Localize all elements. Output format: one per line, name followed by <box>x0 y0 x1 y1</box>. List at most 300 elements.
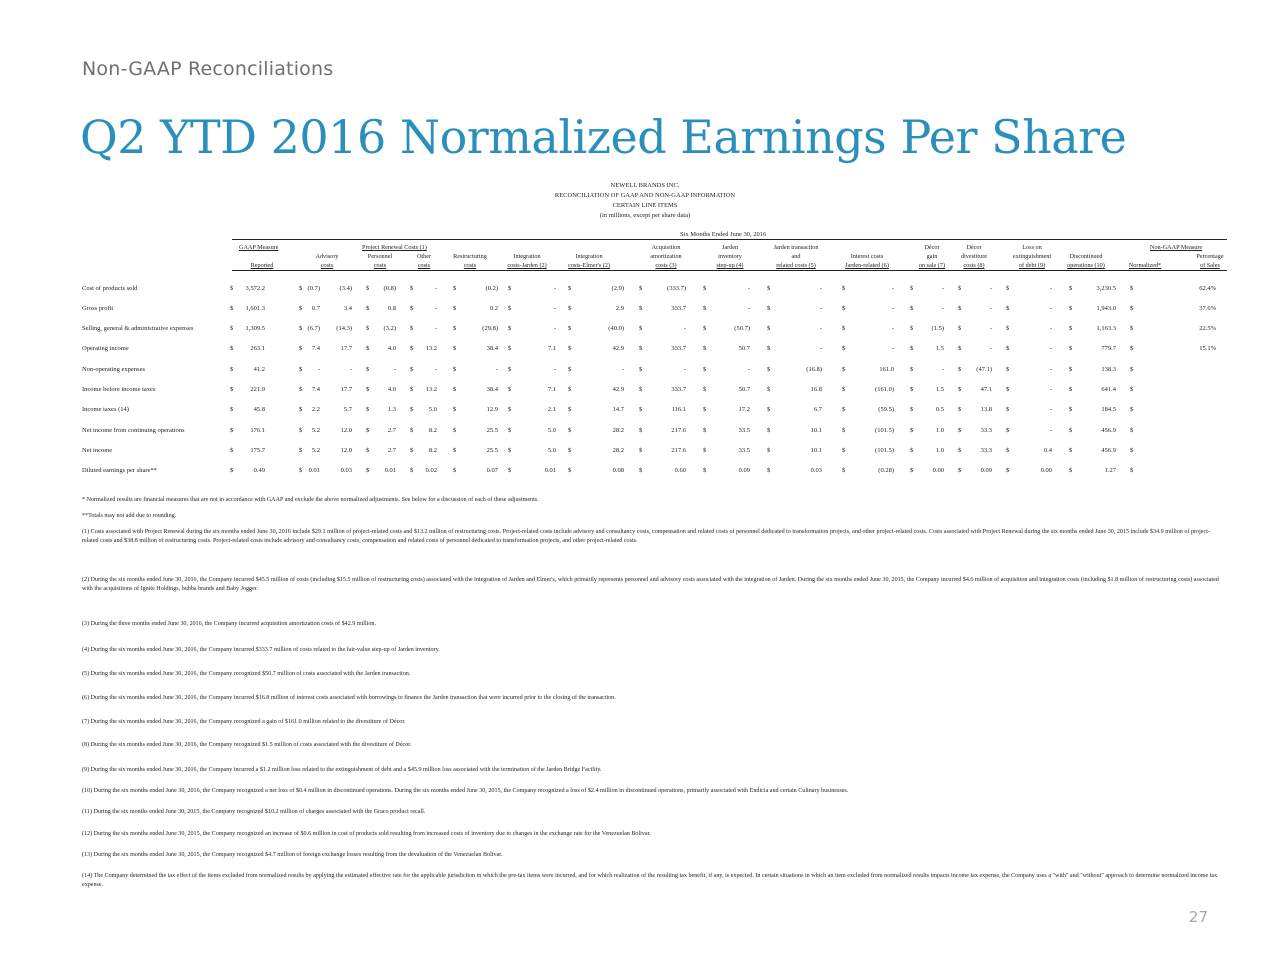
dollar-sign: $ <box>568 285 572 292</box>
column-header: costs-Elmer's (2) <box>568 262 610 269</box>
footnote: (4) During the six months ended June 30, 2016, the Company incurred $333.7 million of costs related to the fair-value step-up of Jarden inventory. <box>82 647 440 653</box>
table-cell: 2.7 <box>387 447 396 454</box>
table-cell: - <box>891 285 894 292</box>
dollar-sign: $ <box>410 427 414 434</box>
dollar-sign: $ <box>767 386 771 393</box>
table-cell: - <box>989 305 992 312</box>
table-cell: (101.5) <box>875 427 894 434</box>
table-cell: 0.08 <box>612 467 624 474</box>
table-cell: 0.01 <box>544 467 556 474</box>
table-cell: 8.2 <box>428 447 437 454</box>
dollar-sign: $ <box>842 325 846 332</box>
table-cell: (16.8) <box>806 366 822 373</box>
dollar-sign: $ <box>230 366 234 373</box>
table-cell: 0.03 <box>810 467 822 474</box>
table-cell: 7.4 <box>311 386 320 393</box>
table-cell: 2.7 <box>387 427 396 434</box>
row-label: Net income <box>82 447 113 454</box>
column-header: costs (8) <box>963 262 985 269</box>
dollar-sign: $ <box>568 386 572 393</box>
dollar-sign: $ <box>230 427 234 434</box>
table-cell: 5.0 <box>547 427 556 434</box>
column-header: step-up (4) <box>716 262 744 269</box>
table-cell: 2.2 <box>311 406 320 413</box>
dollar-sign: $ <box>910 285 914 292</box>
table-cell: - <box>317 366 320 373</box>
dollar-sign: $ <box>842 447 846 454</box>
dollar-sign: $ <box>508 366 512 373</box>
dollar-sign: $ <box>639 325 643 332</box>
table-cell: - <box>434 305 437 312</box>
table-cell: 0.01 <box>384 467 396 474</box>
dollar-sign: $ <box>910 427 914 434</box>
dollar-sign: $ <box>453 305 457 312</box>
table-cell: 333.7 <box>671 345 686 352</box>
period-rule <box>232 239 1227 240</box>
page-number: 27 <box>1188 908 1208 926</box>
table-cell: - <box>819 325 822 332</box>
row-label: Net income from continuing operations <box>82 427 185 434</box>
dollar-sign: $ <box>1130 285 1134 292</box>
dollar-sign: $ <box>767 285 771 292</box>
table-cell: 41.2 <box>253 366 265 373</box>
table-cell: 17.2 <box>738 406 750 413</box>
table-cell: - <box>1049 366 1052 373</box>
table-cell: 10.1 <box>810 447 822 454</box>
dollar-sign: $ <box>366 427 370 434</box>
dollar-sign: $ <box>568 467 572 474</box>
dollar-sign: $ <box>958 366 962 373</box>
table-cell: 1,943.0 <box>1096 305 1116 312</box>
dollar-sign: $ <box>508 285 512 292</box>
table-cell: - <box>1049 345 1052 352</box>
dollar-sign: $ <box>1069 406 1073 413</box>
dollar-sign: $ <box>842 427 846 434</box>
dollar-sign: $ <box>299 406 303 413</box>
dollar-sign: $ <box>1130 345 1134 352</box>
dollar-sign: $ <box>568 406 572 413</box>
table-cell: (47.1) <box>976 366 992 373</box>
table-cell: 42.9 <box>612 386 624 393</box>
table-cell: 25.5 <box>486 447 498 454</box>
dollar-sign: $ <box>299 285 303 292</box>
dollar-sign: $ <box>1069 305 1073 312</box>
dollar-sign: $ <box>410 386 414 393</box>
column-header: Décor <box>966 244 982 251</box>
table-cell: - <box>819 345 822 352</box>
dollar-sign: $ <box>1069 285 1073 292</box>
table-cell: 17.7 <box>340 345 352 352</box>
table-cell: 17.7 <box>340 386 352 393</box>
column-header: divestiture <box>960 253 988 260</box>
column-header: related costs (5) <box>776 262 816 269</box>
dollar-sign: $ <box>299 325 303 332</box>
dollar-sign: $ <box>703 427 707 434</box>
table-cell: 50.7 <box>738 386 750 393</box>
dollar-sign: $ <box>703 325 707 332</box>
dollar-sign: $ <box>958 467 962 474</box>
column-header: extinguishment <box>1012 253 1052 260</box>
group-non-gaap-measure: Non-GAAP Measure <box>1150 244 1203 251</box>
table-cell: 2.1 <box>547 406 556 413</box>
table-cell: 42.9 <box>612 345 624 352</box>
table-cell: - <box>393 366 396 373</box>
dollar-sign: $ <box>1069 386 1073 393</box>
table-cell: 37.6% <box>1199 305 1216 312</box>
table-cell: - <box>747 305 750 312</box>
table-cell: - <box>1049 386 1052 393</box>
dollar-sign: $ <box>1006 285 1010 292</box>
table-cell: - <box>1049 325 1052 332</box>
table-cell: 333.7 <box>671 305 686 312</box>
table-cell: 33.3 <box>980 447 992 454</box>
dollar-sign: $ <box>508 345 512 352</box>
dollar-sign: $ <box>410 345 414 352</box>
dollar-sign: $ <box>508 325 512 332</box>
table-cell: 1,163.3 <box>1096 325 1116 332</box>
table-cell: - <box>434 325 437 332</box>
column-header: inventory <box>718 253 742 260</box>
dollar-sign: $ <box>568 325 572 332</box>
dollar-sign: $ <box>1006 447 1010 454</box>
table-cell: 1,601.3 <box>245 305 265 312</box>
table-cell: 3,230.5 <box>1096 285 1116 292</box>
column-header: Jarden <box>721 244 739 251</box>
table-cell: 1,309.5 <box>245 325 265 332</box>
table-cell: 7.1 <box>547 386 556 393</box>
group-gaap-measure: GAAP Measure <box>239 244 279 251</box>
table-cell: 4.0 <box>387 386 396 393</box>
table-cell: 38.4 <box>486 386 498 393</box>
dollar-sign: $ <box>410 467 414 474</box>
dollar-sign: $ <box>910 467 914 474</box>
table-cell: 0.03 <box>340 467 352 474</box>
dollar-sign: $ <box>842 386 846 393</box>
table-cell: 5.2 <box>311 447 320 454</box>
dollar-sign: $ <box>568 305 572 312</box>
dollar-sign: $ <box>1069 345 1073 352</box>
column-header: amortization <box>650 253 682 260</box>
dollar-sign: $ <box>230 305 234 312</box>
table-cell: (40.0) <box>608 325 624 332</box>
table-cell: 3.4 <box>343 305 352 312</box>
column-header: operations (10) <box>1067 262 1105 269</box>
dollar-sign: $ <box>910 366 914 373</box>
table-cell: 1.3 <box>387 406 396 413</box>
table-cell: 25.5 <box>486 427 498 434</box>
column-header: gain <box>926 253 938 260</box>
dollar-sign: $ <box>1006 467 1010 474</box>
dollar-sign: $ <box>1006 427 1010 434</box>
table-cell: - <box>1049 305 1052 312</box>
dollar-sign: $ <box>230 285 234 292</box>
dollar-sign: $ <box>508 447 512 454</box>
table-cell: (101.5) <box>875 447 894 454</box>
table-cell: - <box>553 325 556 332</box>
dollar-sign: $ <box>568 366 572 373</box>
row-label: Income before income taxes <box>82 386 156 393</box>
dollar-sign: $ <box>639 305 643 312</box>
dollar-sign: $ <box>767 447 771 454</box>
table-cell: - <box>941 366 944 373</box>
row-label: Diluted earnings per share** <box>82 467 157 474</box>
table-cell: 2.9 <box>615 305 624 312</box>
table-cell: - <box>434 366 437 373</box>
dollar-sign: $ <box>703 467 707 474</box>
table-cell: (0.7) <box>307 285 320 292</box>
dollar-sign: $ <box>453 467 457 474</box>
dollar-sign: $ <box>230 386 234 393</box>
dollar-sign: $ <box>366 386 370 393</box>
dollar-sign: $ <box>767 366 771 373</box>
table-cell: 0.60 <box>674 467 686 474</box>
table-cell: 14.7 <box>612 406 624 413</box>
footnote: (13) During the six months ended June 30, 2015, the Company recognized $4.7 million of foreign exchange losses resulting from the devaluation of the Venezuelan Bolivar. <box>82 852 503 858</box>
dollar-sign: $ <box>1006 406 1010 413</box>
table-cell: - <box>621 366 624 373</box>
dollar-sign: $ <box>910 447 914 454</box>
dollar-sign: $ <box>366 406 370 413</box>
table-cell: 45.8 <box>253 406 265 413</box>
dollar-sign: $ <box>639 345 643 352</box>
table-cell: (3.4) <box>339 285 352 292</box>
table-cell: 33.3 <box>980 427 992 434</box>
table-cell: - <box>747 285 750 292</box>
table-cell: 15.1% <box>1199 345 1216 352</box>
table-cell: 1.27 <box>1104 467 1116 474</box>
dollar-sign: $ <box>508 406 512 413</box>
dollar-sign: $ <box>508 305 512 312</box>
table-cell: 47.1 <box>980 386 992 393</box>
dollar-sign: $ <box>958 427 962 434</box>
footnote: (8) During the six months ended June 30, 2016, the Company recognized $1.5 million of costs associated with the divestiture of Décor. <box>82 742 412 748</box>
dollar-sign: $ <box>230 345 234 352</box>
dollar-sign: $ <box>910 406 914 413</box>
table-cell: 184.5 <box>1101 406 1116 413</box>
footnote: (7) During the six months ended June 30, 2016, the Company recognized a gain of $161.0 million related to the divestiture of Décor. <box>82 719 406 725</box>
dollar-sign: $ <box>639 406 643 413</box>
dollar-sign: $ <box>508 386 512 393</box>
dollar-sign: $ <box>1069 325 1073 332</box>
dollar-sign: $ <box>366 285 370 292</box>
table-cell: 0.09 <box>980 467 992 474</box>
column-header: costs <box>463 262 477 269</box>
column-header: Other <box>416 253 432 260</box>
dollar-sign: $ <box>639 447 643 454</box>
column-header: Reported <box>250 262 274 269</box>
table-cell: 456.9 <box>1101 447 1116 454</box>
table-cell: 1.5 <box>935 386 944 393</box>
dollar-sign: $ <box>1069 427 1073 434</box>
footnote: (14) The Company determined the tax effect of the items excluded from normalized results by applying the estimated effective rate for the applicable jurisdiction in which the pre-tax items were incurred, and for which realization of the resulting tax benefit, if any, is expected. In certain situations in which an item excluded from normalized results impacts income tax expense, the Company uses a "with" and "without" approach to determine normalized income tax expense. <box>82 873 1218 888</box>
dollar-sign: $ <box>1130 406 1134 413</box>
dollar-sign: $ <box>453 325 457 332</box>
table-cell: - <box>891 345 894 352</box>
dollar-sign: $ <box>453 285 457 292</box>
footnote: (12) During the six months ended June 30, 2015, the Company recognized an increase of $0.6 million in cost of products sold resulting from increased costs of inventory due to changes in the exchange rate for the Venezuelan Bolivar. <box>82 831 651 837</box>
dollar-sign: $ <box>842 366 846 373</box>
dollar-sign: $ <box>639 366 643 373</box>
column-header: costs <box>417 262 431 269</box>
row-label: Non-operating expenses <box>82 366 145 373</box>
dollar-sign: $ <box>299 427 303 434</box>
table-cell: - <box>891 305 894 312</box>
table-cell: 28.2 <box>612 447 624 454</box>
dollar-sign: $ <box>410 406 414 413</box>
table-cell: 221.9 <box>250 386 265 393</box>
table-cell: 12.0 <box>340 447 352 454</box>
column-header: Integration <box>513 253 541 260</box>
dollar-sign: $ <box>1006 305 1010 312</box>
table-cell: - <box>941 305 944 312</box>
dollar-sign: $ <box>639 427 643 434</box>
table-cell: 8.2 <box>428 427 437 434</box>
table-cell: - <box>683 366 686 373</box>
dollar-sign: $ <box>1006 386 1010 393</box>
dollar-sign: $ <box>508 467 512 474</box>
table-cell: 333.7 <box>671 386 686 393</box>
table-cell: 0.49 <box>253 467 265 474</box>
section-kicker: Non-GAAP Reconciliations <box>82 58 334 80</box>
dollar-sign: $ <box>299 447 303 454</box>
dollar-sign: $ <box>230 325 234 332</box>
dollar-sign: $ <box>767 325 771 332</box>
column-header: costs-Jarden (2) <box>507 262 547 269</box>
row-label: Operating income <box>82 345 129 352</box>
column-header: costs <box>373 262 387 269</box>
table-cell: - <box>747 366 750 373</box>
period-heading: Six Months Ended June 30, 2016 <box>680 231 767 238</box>
report-header <box>0 181 1280 221</box>
dollar-sign: $ <box>958 386 962 393</box>
row-label: Cost of products sold <box>82 285 138 292</box>
table-cell: 0.5 <box>935 406 944 413</box>
dollar-sign: $ <box>410 325 414 332</box>
table-cell: 138.3 <box>1101 366 1116 373</box>
table-cell: 5.7 <box>343 406 352 413</box>
dollar-sign: $ <box>453 447 457 454</box>
table-cell: (59.5) <box>878 406 894 413</box>
table-cell: (29.8) <box>482 325 498 332</box>
table-cell: 175.7 <box>250 447 265 454</box>
dollar-sign: $ <box>1130 467 1134 474</box>
footnote: (9) During the six months ended June 30, 2016, the Company incurred a $1.2 million loss related to the extinguishment of debt and a $45.9 million loss associated with the termination of the Jarden Bridge Facility. <box>82 767 602 773</box>
dollar-sign: $ <box>703 406 707 413</box>
dollar-sign: $ <box>410 285 414 292</box>
dollar-sign: $ <box>453 427 457 434</box>
dollar-sign: $ <box>508 427 512 434</box>
dollar-sign: $ <box>410 366 414 373</box>
dollar-sign: $ <box>453 345 457 352</box>
table-cell: - <box>434 285 437 292</box>
table-cell: - <box>989 345 992 352</box>
dollar-sign: $ <box>958 447 962 454</box>
dollar-sign: $ <box>568 447 572 454</box>
dollar-sign: $ <box>366 447 370 454</box>
table-cell: - <box>495 366 498 373</box>
footnote: (2) During the six months ended June 30, 2016, the Company incurred $45.5 million of costs (including $15.5 million of restructuring costs) associated with the integration of Jarden and Elmer's, which primarily represents personnel and advisory costs associated with the integration of Jarden. During the six months ended June 30, 2015, the Company incurred $4.6 million of acquisition and integration costs (including $1.8 million of restructuring costs) associated with the acquisitions of Ignite Holdings, bubba brands and Baby Jogger. <box>82 577 1219 592</box>
table-cell: 33.5 <box>738 447 750 454</box>
footnote: (11) During the six months ended June 30, 2015, the Company recognized $10.2 million of charges associated with the Graco product recall. <box>82 809 426 815</box>
table-cell: - <box>553 285 556 292</box>
dollar-sign: $ <box>366 345 370 352</box>
table-cell: 62.4% <box>1199 285 1216 292</box>
table-cell: - <box>1049 285 1052 292</box>
dollar-sign: $ <box>1069 467 1073 474</box>
dollar-sign: $ <box>1069 366 1073 373</box>
table-cell: 13.8 <box>980 406 992 413</box>
dollar-sign: $ <box>299 366 303 373</box>
footnote: (6) During the six months ended June 30, 2016, the Company incurred $16.8 million of interest costs associated with borrowings to finance the Jarden transaction that were incurred prior to the closing of the transaction. <box>82 695 616 701</box>
page-title: Q2 YTD 2016 Normalized Earnings Per Share <box>80 110 1127 164</box>
dollar-sign: $ <box>299 386 303 393</box>
dollar-sign: $ <box>299 305 303 312</box>
dollar-sign: $ <box>703 345 707 352</box>
dollar-sign: $ <box>410 305 414 312</box>
table-cell: 0.00 <box>932 467 944 474</box>
column-header: Acquisition <box>651 244 681 251</box>
table-cell: - <box>349 366 352 373</box>
dollar-sign: $ <box>703 386 707 393</box>
dollar-sign: $ <box>1130 366 1134 373</box>
dollar-sign: $ <box>842 406 846 413</box>
footnote: (10) During the six months ended June 30, 2016, the Company recognized a net loss of $0.4 million in discontinued operations. During the six months ended June 30, 2015, the Company recognized a loss of $2.4 million in discontinued operations, primarily associated with Endicia and certain Culinary businesses. <box>82 788 849 794</box>
dollar-sign: $ <box>703 366 707 373</box>
dollar-sign: $ <box>703 447 707 454</box>
dollar-sign: $ <box>1130 305 1134 312</box>
table-cell: (0.2) <box>485 285 498 292</box>
dollar-sign: $ <box>958 285 962 292</box>
table-cell: 5.0 <box>428 406 437 413</box>
table-cell: (161.0) <box>875 386 894 393</box>
table-cell: 456.9 <box>1101 427 1116 434</box>
column-header: and <box>791 253 801 260</box>
dollar-sign: $ <box>453 386 457 393</box>
dollar-sign: $ <box>767 467 771 474</box>
table-cell: 12.0 <box>340 427 352 434</box>
table-cell: 5.2 <box>311 427 320 434</box>
table-cell: 3,572.2 <box>245 285 265 292</box>
dollar-sign: $ <box>410 447 414 454</box>
dollar-sign: $ <box>842 285 846 292</box>
column-header: Décor <box>924 244 940 251</box>
table-cell: 263.1 <box>250 345 265 352</box>
dollar-sign: $ <box>767 406 771 413</box>
table-cell: - <box>553 305 556 312</box>
column-header: Jarden-related (6) <box>845 262 889 269</box>
table-cell: 0.4 <box>1043 447 1052 454</box>
table-cell: 7.4 <box>311 345 320 352</box>
dollar-sign: $ <box>639 467 643 474</box>
row-label: Selling, general & administrative expenses <box>82 325 194 332</box>
dollar-sign: $ <box>230 447 234 454</box>
table-cell: (0.8) <box>383 285 396 292</box>
table-cell: (1.5) <box>931 325 944 332</box>
column-header: Personnel <box>367 253 393 260</box>
dollar-sign: $ <box>453 406 457 413</box>
table-cell: 176.1 <box>250 427 265 434</box>
table-cell: 16.8 <box>810 386 822 393</box>
table-cell: 641.4 <box>1101 386 1116 393</box>
table-cell: (3.2) <box>383 325 396 332</box>
column-header: Restructuring <box>453 253 487 260</box>
column-header: Interest costs <box>850 253 884 260</box>
table-cell: 116.1 <box>671 406 686 413</box>
table-cell: 10.1 <box>810 427 822 434</box>
dollar-sign: $ <box>958 325 962 332</box>
table-cell: 28.2 <box>612 427 624 434</box>
table-cell: 1.0 <box>935 447 944 454</box>
